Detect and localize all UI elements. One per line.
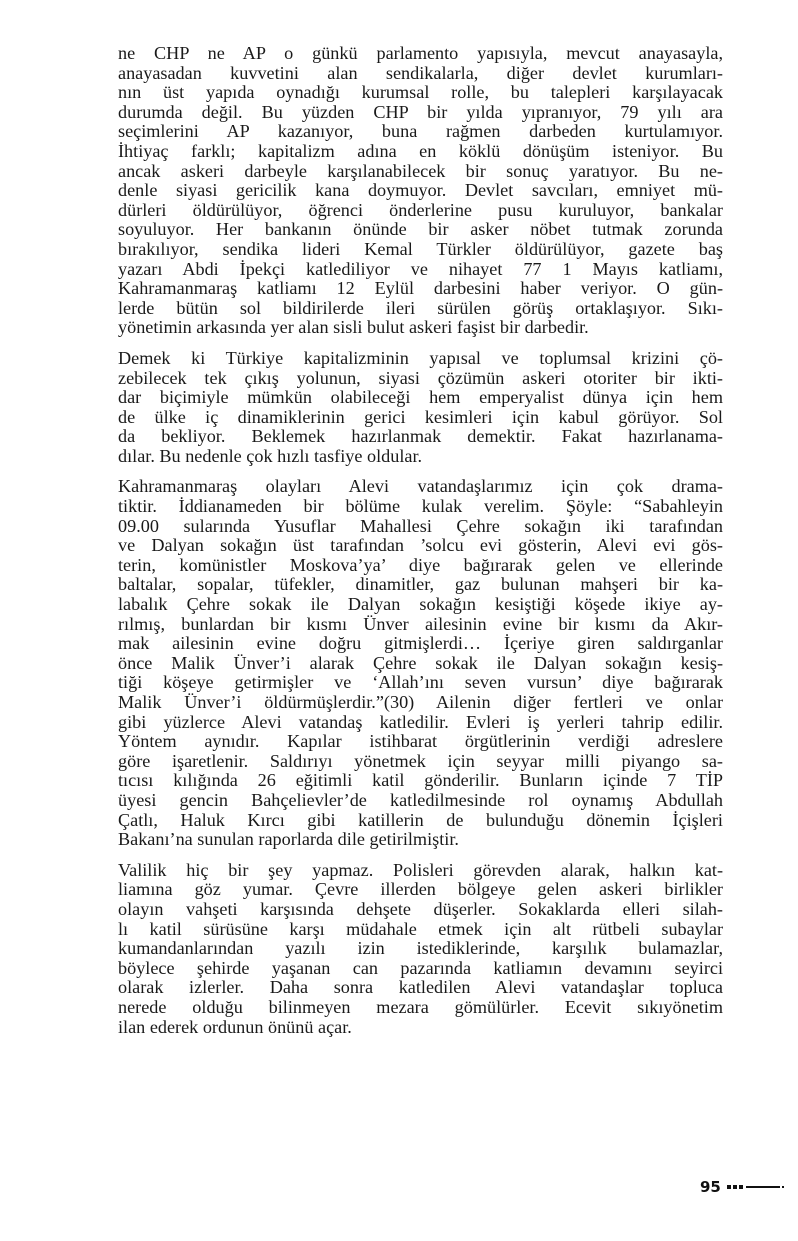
- text-line: nerede olduğu bilinmeyen mezara gömülürler. Ecevit sıkıyönetim: [118, 996, 723, 1017]
- page-body: [118, 44, 723, 1048]
- page-number-ornament-icon: [727, 1185, 784, 1189]
- text-line: dılar. Bu nedenle çok hızlı tasfiye oldular.: [118, 445, 423, 466]
- text-line: terin, komünistler Moskova’ya’ diye bağırarak gelen ve ellerinde: [118, 554, 723, 575]
- text-line: Yöntem aynıdır. Kapılar istihbarat örgütlerinin verdiği adreslere: [118, 731, 723, 752]
- paragraph-1: [118, 44, 723, 338]
- text-line: Kahramanmaraş katliamı 12 Eylül darbesini haber veriyor. O gün-: [118, 278, 723, 299]
- text-line: labalık Çehre sokak ile Dalyan sokağın kesiştiği köşede ikiye ay-: [118, 594, 723, 615]
- text-line: olarak izlerler. Daha sonra katledilen Alevi vatandaşlar topluca: [118, 977, 723, 998]
- text-line: ilan ederek ordunun önünü açar.: [118, 1016, 352, 1037]
- text-line: göre işaretlenir. Saldırıyı yönetmek için seyyar milli piyango sa-: [118, 750, 723, 771]
- text-line: bırakılıyor, sendika lideri Kemal Türkler öldürülüyor, gazete baş: [118, 238, 723, 259]
- text-line: Çatlı, Haluk Kırcı gibi katillerin de bulunduğu dönemin İçişleri: [118, 809, 723, 830]
- text-line: de ülke iç dinamiklerinin gerici kesimleri için kabul görüyor. Sol: [118, 406, 723, 427]
- paragraph-4: [118, 861, 723, 1037]
- text-line: böylece şehirde yaşanan can pazarında katliamın devamını seyirci: [118, 957, 723, 978]
- text-line: yönetimin arkasında yer alan sisli bulut askeri faşist bir darbedir.: [118, 317, 589, 338]
- text-line: denle siyasi gericilik kana doymuyor. Devlet savcıları, emniyet mü-: [118, 180, 723, 201]
- text-line: gibi yüzlerce Alevi vatandaş katledilir. Evleri iş yerleri tahrip edilir.: [118, 711, 723, 732]
- text-line: ancak askeri darbeyle karşılanabilecek bir sonuç yaratıyor. Bu ne-: [118, 160, 723, 181]
- text-line: önce Malik Ünver’i alarak Çehre sokak ile Dalyan sokağın kesiş-: [118, 652, 723, 673]
- text-line: yazarı Abdi İpekçi katlediliyor ve nihayet 77 1 Mayıs katliamı,: [118, 258, 723, 279]
- page-number: 95: [700, 1178, 721, 1196]
- page-footer: [700, 1178, 784, 1196]
- text-line: Malik Ünver’i öldürmüşlerdir.”(30) Ailenin diğer fertleri ve onlar: [118, 692, 723, 712]
- paragraph-2: [118, 349, 723, 467]
- text-line: 09.00 sularında Yusuflar Mahallesi Çehre sokağın iki tarafından: [118, 515, 723, 536]
- text-line: Valilik hiç bir şey yapmaz. Polisleri görevden alarak, halkın kat-: [118, 859, 723, 880]
- text-line: zebilecek tek çıkış yolunun, siyasi çözümün askeri otoriter bir ikti-: [118, 367, 723, 388]
- text-line: liamına göz yumar. Çevre illerden bölgeye gelen askeri birlikler: [118, 879, 723, 900]
- text-line: ne CHP ne AP o günkü parlamento yapısıyla, mevcut anayasayla,: [118, 43, 723, 63]
- text-line: olayın vahşeti karşısında dehşete düşerler. Sokaklarda elleri silah-: [118, 898, 723, 919]
- text-line: İhtiyaç farklı; kapitalizm adına en köklü dönüşüm isteniyor. Bu: [118, 140, 723, 161]
- text-line: baltalar, sopalar, tüfekler, dinamitler, gaz bulunan mahşeri bir ka-: [118, 574, 723, 595]
- text-line: seçimlerini AP kazanıyor, buna rağmen darbeden kurtulamıyor.: [118, 121, 723, 142]
- text-line: anayasadan kuvvetini alan sendikalarla, diğer devlet kurumları-: [118, 62, 723, 83]
- text-line: rılmış, bunlardan bir kısmı Ünver ailesinin evine bir kısmı da Akır-: [118, 613, 723, 634]
- text-line: nın üst yapıda oynadığı kurumsal rolle, bu talepleri karşılayacak: [118, 82, 723, 103]
- text-line: tıcısı kılığında 26 eğitimli katil gönderilir. Bunların içinde 7 TİP: [118, 770, 723, 791]
- paragraph-3: [118, 477, 723, 849]
- text-line: durumda değil. Bu yüzden CHP bir yılda yıpranıyor, 79 yılı ara: [118, 101, 723, 122]
- text-line: ve Dalyan sokağın üst tarafından ’solcu evi gösterin, Alevi evi gös-: [118, 535, 723, 556]
- text-line: tiktir. İddianameden bir bölüme kulak verelim. Şöyle: “Sabahleyin: [118, 496, 723, 517]
- text-line: mak ailesinin evine doğru gitmişlerdi… İçeriye giren saldırganlar: [118, 633, 723, 654]
- text-line: dar biçimiyle mümkün olabileceği hem emperyalist dünya için hem: [118, 387, 723, 408]
- text-line: lerde bütün sol bildirilerde ileri sürülen görüş ortaklaşıyor. Sıkı-: [118, 297, 723, 318]
- text-line: Bakanı’na sunulan raporlarda dile getirilmiştir.: [118, 829, 459, 850]
- text-line: üyesi gencin Bahçelievler’de katledilmesinde rol oynamış Abdullah: [118, 789, 723, 810]
- text-line: soyuluyor. Her bankanın önünde bir asker nöbet tutmak zorunda: [118, 219, 723, 240]
- text-line: Demek ki Türkiye kapitalizminin yapısal ve toplumsal krizini çö-: [118, 347, 723, 368]
- text-line: dürleri öldürülüyor, öğrenci önderlerine pusu kuruluyor, bankalar: [118, 199, 723, 220]
- text-line: kumandanlarından yazılı izin istediklerinde, karşılık bulamazlar,: [118, 938, 723, 959]
- text-line: Kahramanmaraş olayları Alevi vatandaşlarımız için çok drama-: [118, 476, 723, 497]
- text-line: da bekliyor. Beklemek hazırlanmak demektir. Fakat hazırlanama-: [118, 426, 723, 447]
- text-line: lı katil sürüsüne karşı müdahale etmek için alt rütbeli subaylar: [118, 918, 723, 939]
- text-line: tiği köşeye getirmişler ve ‘Allah’ını seven vursun’ diye bağırarak: [118, 672, 723, 693]
